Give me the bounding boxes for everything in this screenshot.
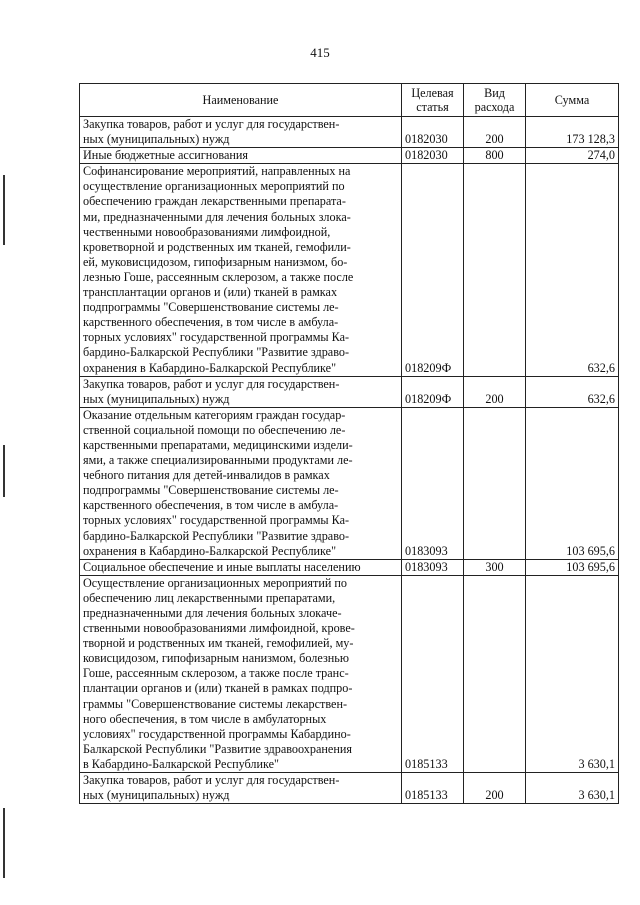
scan-margin-line xyxy=(3,175,5,245)
row-name-cell xyxy=(80,376,402,407)
row-expense-type: 200 xyxy=(464,773,526,804)
row-name-line: Иные бюджетные ассигнования xyxy=(83,148,249,163)
row-target-article: 0185133 xyxy=(402,575,464,772)
row-sum: 103 695,6 xyxy=(526,559,619,575)
row-expense-type: 300 xyxy=(464,559,526,575)
row-name-cell xyxy=(80,164,402,376)
header-name: Наименование xyxy=(80,84,402,117)
row-name-line: карственного обеспечения, в том числе в амбула- xyxy=(83,315,339,330)
row-sum: 173 128,3 xyxy=(526,117,619,148)
row-name-line: осуществление организационных мероприятий по xyxy=(83,179,345,194)
row-name-line: охранения в Кабардино-Балкарской Республике" xyxy=(83,543,337,558)
row-name-line: ями, а также специализированными продуктами ле- xyxy=(83,453,353,468)
row-name-cell xyxy=(80,773,402,804)
row-target-article: 0183093 xyxy=(402,407,464,559)
row-name-line: карственного обеспечения, в том числе в амбула- xyxy=(83,498,339,513)
row-name-line: бардино-Балкарской Республики "Развитие здраво- xyxy=(83,528,350,543)
row-name-cell xyxy=(80,117,402,148)
row-target-article: 018209Ф xyxy=(402,376,464,407)
row-sum: 274,0 xyxy=(526,148,619,164)
page-number: 415 xyxy=(310,45,330,60)
row-expense-type xyxy=(464,164,526,376)
table-header-row xyxy=(80,84,619,117)
row-name-line: торных условиях" государственной программы Ка- xyxy=(83,513,350,528)
row-sum: 632,6 xyxy=(526,376,619,407)
row-name-cell xyxy=(80,559,402,575)
row-name-line: охранения в Кабардино-Балкарской Республике" xyxy=(83,360,337,375)
row-name-line: ных (муниципальных) нужд xyxy=(83,391,230,406)
table-row xyxy=(80,773,619,804)
table-body xyxy=(80,117,619,804)
row-expense-type: 200 xyxy=(464,117,526,148)
header-target-article: Целевая статья xyxy=(402,84,464,117)
row-name-line: обеспечению лиц лекарственными препаратами, xyxy=(83,590,336,605)
row-name-line: подпрограммы "Совершенствование системы ле- xyxy=(83,483,339,498)
table-row xyxy=(80,559,619,575)
row-name-line: Закупка товаров, работ и услуг для государствен- xyxy=(83,117,340,131)
scan-margin-line xyxy=(3,808,5,878)
row-name-cell xyxy=(80,407,402,559)
row-name-line: трансплантации органов и (или) тканей в рамках xyxy=(83,285,338,300)
row-expense-type: 200 xyxy=(464,376,526,407)
row-name-line: Осуществление организационных мероприятий по xyxy=(83,575,348,590)
header-expense-type: Вид расхода xyxy=(464,84,526,117)
row-name-line: Закупка товаров, работ и услуг для государствен- xyxy=(83,376,340,391)
row-name-line: Балкарской Республики "Развитие здравоохранения xyxy=(83,741,352,756)
row-name-line: чественными новообразованиями лимфоидной, xyxy=(83,224,331,239)
row-name-line: граммы "Совершенствование системы лекарствен- xyxy=(83,696,348,711)
row-target-article: 0185133 xyxy=(402,773,464,804)
row-target-article: 0182030 xyxy=(402,148,464,164)
row-name-line: предназначенными для лечения больных злокаче- xyxy=(83,606,342,620)
row-name-line: ных (муниципальных) нужд xyxy=(83,132,230,147)
row-sum: 103 695,6 xyxy=(526,407,619,559)
row-expense-type xyxy=(464,575,526,772)
row-target-article: 0182030 xyxy=(402,117,464,148)
row-name-line: творной и родственных им тканей, гемофилией, му- xyxy=(83,636,354,651)
row-target-article: 0183093 xyxy=(402,559,464,575)
row-name-line: ей, муковисцидозом, гипофизарным нанизмом, бо- xyxy=(83,254,348,269)
table-row xyxy=(80,376,619,407)
header-sum: Сумма xyxy=(526,84,619,117)
row-name-line: в Кабардино-Балкарской Республике" xyxy=(83,756,280,771)
table-row xyxy=(80,575,619,772)
row-name-line: торных условиях" государственной программы Ка- xyxy=(83,330,350,345)
table-row xyxy=(80,164,619,376)
row-name-line: ных (муниципальных) нужд xyxy=(83,788,230,803)
row-name-cell xyxy=(80,575,402,772)
row-name-line: плантации органов и (или) тканей в рамках подпро- xyxy=(83,681,353,696)
scan-margin-line xyxy=(3,445,5,497)
row-sum: 3 630,1 xyxy=(526,575,619,772)
table-row xyxy=(80,117,619,148)
row-name-line: лезнью Гоше, рассеянным склерозом, а также после xyxy=(83,269,354,284)
row-name-line: кроветворной и родственных им тканей, гемофили- xyxy=(83,239,351,254)
row-name-line: Гоше, рассеянным склерозом, а также после транс- xyxy=(83,666,349,681)
row-name-line: ми, предназначенными для лечения больных злока- xyxy=(83,209,351,224)
row-name-line: карственными препаратами, медицинскими издели- xyxy=(83,437,353,452)
row-name-line: Социальное обеспечение и иные выплаты населению xyxy=(83,559,361,574)
row-sum: 3 630,1 xyxy=(526,773,619,804)
row-name-line: Закупка товаров, работ и услуг для государствен- xyxy=(83,773,340,788)
row-name-cell xyxy=(80,148,402,164)
budget-table xyxy=(79,83,619,804)
row-target-article: 018209Ф xyxy=(402,164,464,376)
row-sum: 632,6 xyxy=(526,164,619,376)
row-name-line: Оказание отдельным категориям граждан государ- xyxy=(83,407,346,422)
table-row xyxy=(80,407,619,559)
row-expense-type: 800 xyxy=(464,148,526,164)
row-name-line: условиях" государственной программы Кабардино- xyxy=(83,726,351,741)
row-name-line: обеспечению граждан лекарственными препарата- xyxy=(83,194,346,209)
row-name-line: ственными новообразованиями лимфоидной, крове- xyxy=(83,621,355,636)
row-name-line: ственной социальной помощи по обеспечению ле- xyxy=(83,422,346,437)
table-row xyxy=(80,148,619,164)
row-name-line: подпрограммы "Совершенствование системы ле- xyxy=(83,300,339,315)
row-name-line: ковисцидозом, гипофизарным нанизмом, болезнью xyxy=(83,651,349,666)
row-name-line: Софинансирование мероприятий, направленных на xyxy=(83,164,351,179)
row-name-line: бардино-Балкарской Республики "Развитие здраво- xyxy=(83,345,350,360)
row-name-line: ного обеспечения, в том числе в амбулаторных xyxy=(83,711,327,726)
row-expense-type xyxy=(464,407,526,559)
row-name-line: чебного питания для детей-инвалидов в рамках xyxy=(83,468,330,483)
